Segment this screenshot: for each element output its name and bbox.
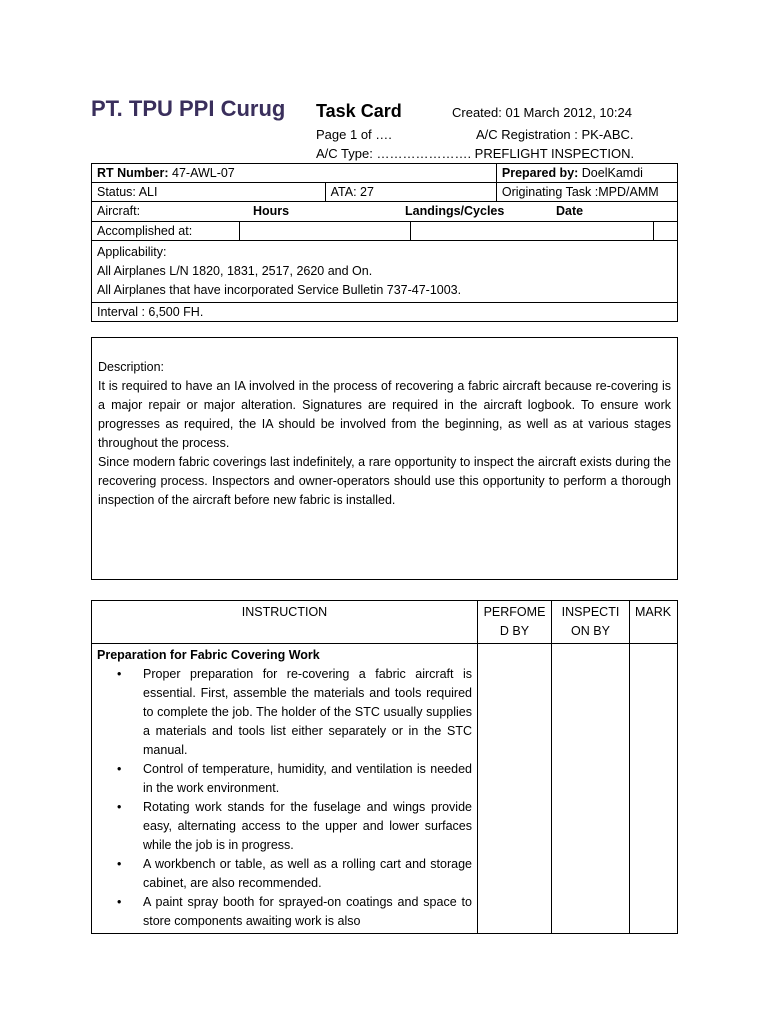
instruction-body	[92, 644, 478, 934]
inspection-by-header: INSPECTION BY	[552, 601, 630, 644]
performed-by-cell	[478, 644, 552, 934]
page-number: Page 1 of ….	[316, 127, 392, 142]
status-cell: Status: ALI	[92, 183, 326, 202]
list-item: • Control of temperature, humidity, and ventilation is needed in the work environment.	[117, 762, 472, 795]
inspection-by-cell	[552, 644, 630, 934]
list-item: • A workbench or table, as well as a rolling cart and storage cabinet, are also recommended.	[117, 857, 472, 890]
aircraft-row	[92, 202, 678, 222]
bullet-icon: •	[117, 762, 122, 776]
applicability-line-2: All Airplanes that have incorporated Service Bulletin 737-47-1003.	[97, 283, 462, 297]
hours-value-cell	[240, 222, 411, 241]
instruction-table	[91, 600, 678, 934]
document-title: Task Card	[316, 101, 402, 121]
ac-type: A/C Type: …………………. PREFLIGHT INSPECTION.	[316, 146, 635, 161]
applicability-label: Applicability:	[97, 245, 167, 259]
originating-task-cell: Originating Task :MPD/AMM	[496, 183, 677, 202]
date-label: Date	[556, 204, 584, 218]
hours-label: Hours	[253, 204, 290, 218]
bullet-icon: •	[117, 667, 122, 681]
company-name: PT. TPU PPI Curug	[91, 96, 286, 121]
created-date: Created: 01 March 2012, 10:24	[452, 105, 632, 120]
instruction-header: INSTRUCTION	[92, 601, 478, 644]
list-item: • A paint spray booth for sprayed-on coatings and space to store components awaiting work is also	[117, 895, 472, 928]
landings-label: Landings/Cycles	[405, 204, 505, 218]
performed-by-header: PERFOMED BY	[478, 601, 552, 644]
prepared-by-label: Prepared by:	[501, 166, 582, 180]
description-paragraph-2: Since modern fabric coverings last indefinitely, a rare opportunity to inspect the aircraft exists during the recovering process. Inspectors and owner-operators should use this opportunity to perform a thorough inspection of the aircraft before new fabric is installed.	[98, 455, 671, 507]
mark-header: MARK	[630, 601, 678, 644]
prepared-by-cell	[496, 164, 677, 183]
rt-number-cell	[92, 164, 497, 183]
aircraft-label: Aircraft:	[97, 204, 141, 218]
ac-registration: A/C Registration : PK-ABC.	[476, 127, 634, 142]
interval-cell: Interval : 6,500 FH.	[92, 303, 678, 322]
list-item: • Rotating work stands for the fuselage and wings provide easy, alternating access to the upper and lower surfaces while the job is in progress.	[117, 800, 472, 852]
description-paragraph-1: It is required to have an IA involved in the process of recovering a fabric aircraft because re-covering is a major repair or major alteration. Signatures are required in the aircraft logbook. To ensure work progresses as required, the IA should be involved from the beginning, as well as at various stages throughout the process.	[98, 379, 671, 450]
accomplished-label: Accomplished at:	[92, 222, 240, 241]
date-value-cell	[654, 222, 678, 241]
mark-cell	[630, 644, 678, 934]
list-item: • Proper preparation for re-covering a fabric aircraft is essential. First, assemble the materials and tools required to complete the job. The holder of the STC usually supplies a materials and tools list either separately or in the STC manual.	[117, 667, 472, 757]
section-title: Preparation for Fabric Covering Work	[97, 648, 320, 662]
description-box	[91, 337, 678, 580]
cycles-value-cell	[411, 222, 654, 241]
bullet-icon: •	[117, 857, 122, 871]
description-label: Description:	[98, 360, 164, 374]
bullet-icon: •	[117, 895, 122, 909]
applicability-line-1: All Airplanes L/N 1820, 1831, 2517, 2620 and On.	[97, 264, 373, 278]
rt-number-label: RT Number:	[97, 166, 172, 180]
ata-cell: ATA: 27	[325, 183, 496, 202]
task-info-table	[91, 163, 678, 322]
rt-number-value: 47-AWL-07	[172, 166, 235, 180]
prepared-by-value: DoelKamdi	[581, 166, 643, 180]
bullet-icon: •	[117, 800, 122, 814]
instruction-list	[97, 665, 472, 931]
applicability-cell	[92, 241, 678, 303]
